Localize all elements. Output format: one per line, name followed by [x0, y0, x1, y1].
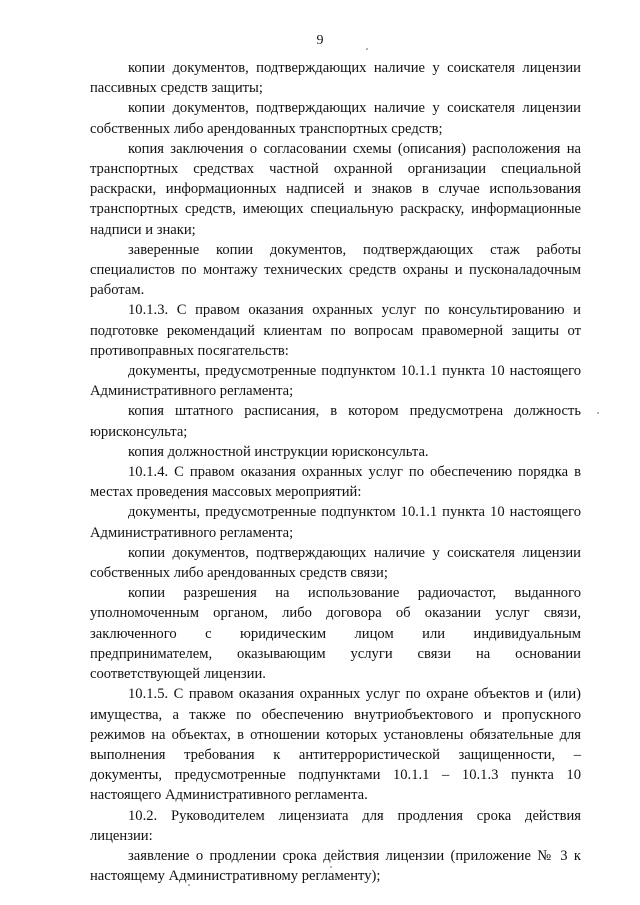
- page-number: 9: [316, 33, 324, 48]
- scan-speck: [188, 884, 190, 886]
- paragraph: копия должностной инструкции юрисконсульта.: [128, 443, 429, 460]
- paragraph: копии разрешения на использование радиочастот, выданного уполномоченным органом, либо договора об оказании услуг связи, заключенного с юридическим лицом или индивидуальным предпринимателем, оказывающим услуги связи на основании соответствующей лицензии.: [90, 585, 581, 683]
- paragraph: копии документов, подтверждающих наличие у соискателя лицензии пассивных средств защиты;: [90, 60, 581, 97]
- paragraph: 10.1.3. С правом оказания охранных услуг по консультированию и подготовке рекомендаций клиентам по вопросам правомерной защиты от противоправных посягательств:: [90, 302, 581, 359]
- paragraph: заверенные копии документов, подтверждающих стаж работы специалистов по монтажу технических средств охраны и пусконаладочным работам.: [90, 241, 581, 299]
- paragraph: заявление о продлении срока действия лицензии (приложение № 3 к настоящему Административному регламенту);: [90, 847, 581, 885]
- paragraph: копии документов, подтверждающих наличие у соискателя лицензии собственных либо арендованных транспортных средств;: [90, 100, 581, 137]
- paragraph: 10.2. Руководителем лицензиата для продления срока действия лицензии:: [90, 807, 581, 844]
- paragraph: копия штатного расписания, в котором предусмотрена должность юрисконсульта;: [90, 403, 581, 440]
- paragraph: 10.1.5. С правом оказания охранных услуг по охране объектов и (или) имущества, а также по обеспечению внутриобъектового и пропускного режимов на объектах, в отношении которых установлены обязательные для выполнения требования к антитеррористической защищенности, – документы, предусмотренные подпунктами 10.1.1 – 10.1.3 пункта 10 настоящего Административного регламента.: [90, 686, 581, 804]
- scan-speck: [366, 48, 368, 50]
- document-body: [90, 58, 581, 886]
- scan-speck: [597, 412, 599, 414]
- paragraph: 10.1.4. С правом оказания охранных услуг по обеспечению порядка в местах проведения массовых мероприятий:: [90, 464, 581, 501]
- paragraph: копия заключения о согласовании схемы (описания) расположения на транспортных средствах частной охранной организации специальной раскраски, информационных надписей и знаков в случае использования транспортных средств, имеющих специальную раскраску, информационные надписи и знаки;: [90, 140, 581, 238]
- paragraph: копии документов, подтверждающих наличие у соискателя лицензии собственных либо арендованных средств связи;: [90, 544, 581, 582]
- paragraph: документы, предусмотренные подпунктом 10.1.1 пункта 10 настоящего Административного регламента;: [90, 363, 581, 400]
- paragraph: документы, предусмотренные подпунктом 10.1.1 пункта 10 настоящего Административного регламента;: [90, 504, 581, 541]
- scan-speck: [330, 866, 332, 868]
